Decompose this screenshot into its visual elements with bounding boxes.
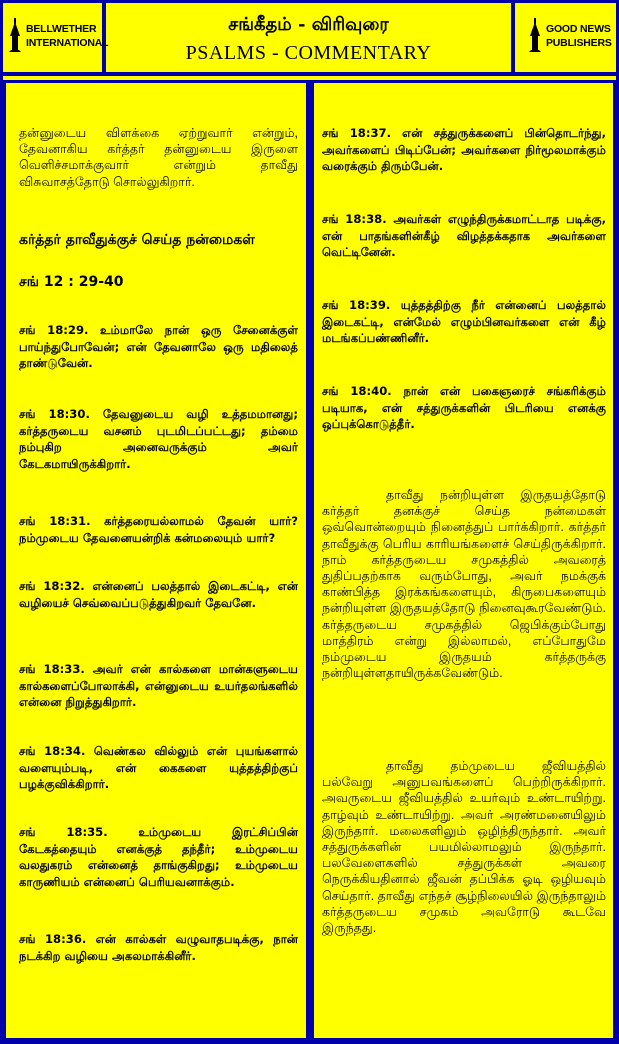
left-intro-paragraph: தன்னுடைய விளக்கை ஏற்றுவார் என்றும், தேவனாகிய கர்த்தர் தன்னுடைய இருளை வெளிச்சமாக்குவார் என்றும் தாவீது விசுவாசத்தோடு சொல்லுகிறார். [19, 126, 298, 189]
verse-right-3: சங் 18:39. யுத்தத்திற்கு நீர் என்னைப் பலத்தால் இடைகட்டி, என்மேல் எழும்பினவர்களை என் கீழ் மடங்கப்பண்ணினீர். [322, 298, 606, 345]
good-news-logo [527, 16, 612, 56]
logo-left-line2: INTERNATIONAL [26, 37, 109, 49]
logo-right-line1: GOOD NEWS [546, 23, 611, 35]
good-news-emblem-icon [527, 16, 543, 56]
title-cell [106, 0, 511, 72]
logo-right-cell [511, 0, 619, 72]
bellwether-emblem-icon [7, 16, 23, 56]
commentary-paragraph-1: தாவீது நன்றியுள்ள இருதயத்தோடு கர்த்தர் தனக்குச் செய்த நன்மைகள் ஒவ்வொன்றையும் நினைத்துப் பார்க்கிறார். கர்த்தர் தாவீதுக்கு பெரிய காரியங்களைச் செய்திருக்கிறார். நாம் கர்த்தருடைய சமுகத்தில் அவரைத் துதிப்பதற்காக வரும்போது, அவர் நமக்குக் காண்பித்த இரக்கங்களையும், கிருபைகளையும் நன்றியுள்ள இருதயத்தோடு நினைவுகூரவேண்டும். கர்த்தருடைய சமுகத்தில் ஜெபிக்கும்போது மாத்திரம் என்று இல்லாமல், எப்போதுமே நம்முடைய இருதயம் கர்த்தருக்கு நன்றியுள்ளதாயிருக்கவேண்டும். [322, 488, 606, 681]
bellwether-logo [7, 16, 108, 56]
verse-left-4: சங் 18:32. என்னைப் பலத்தால் இடைகட்டி, என் வழியைச் செவ்வைப்படுத்துகிறவர் தேவனே. [19, 579, 298, 610]
left-column [3, 80, 309, 1041]
logo-left-cell [0, 0, 109, 72]
verse-left-8: சங் 18:36. என் கால்கள் வழுவாதபடிக்கு, நான் நடக்கிற வழியை அகலமாக்கினீர். [19, 932, 298, 963]
section-reference: சங் 12 : 29-40 [19, 274, 124, 290]
verse-left-2: சங் 18:30. தேவனுடைய வழி உத்தமமானது; கர்த்தருடைய வசனம் புடமிடப்பட்டது; தம்மை நம்புகிற அனைவருக்கும் அவர் கேடகமாயிருக்கிறார். [19, 407, 298, 471]
verse-left-7: சங் 18:35. உம்முடைய இரட்சிப்பின் கேடகத்தையும் எனக்குத் தந்தீர்; உம்முடைய வலதுகரம் என்னைத் தாங்குகிறது; உம்முடைய காருணியம் என்னைப் பெரியவனாக்கும். [19, 825, 298, 889]
section-heading: கர்த்தர் தாவீதுக்குச் செய்த நன்மைகள் [19, 232, 255, 248]
verse-left-5: சங் 18:33. அவர் என் கால்களை மான்களுடைய கால்களைப்போலாக்கி, என்னுடைய உயர்தலங்களில் என்னை நிறுத்துகிறார். [19, 662, 298, 709]
verse-left-3: சங் 18:31. கர்த்தரையல்லாமல் தேவன் யார்? நம்முடைய தேவனையன்றிக் கன்மலையும் யார்? [19, 514, 298, 545]
logo-right-line2: PUBLISHERS [546, 37, 612, 49]
title-tamil: சங்கீதம் - விரிவுரை [228, 14, 389, 35]
verse-right-4: சங் 18:40. நான் என் பகைஞரைச் சங்கரிக்கும் படியாக, என் சத்துருக்களின் பிடரியை எனக்கு ஒப்புக்கொடுத்தீர். [322, 384, 606, 431]
commentary-paragraph-2: தாவீது தம்முடைய ஜீவியத்தில் பல்வேறு அனுபவங்களைப் பெற்றிருக்கிறார். அவருடைய ஜீவியத்தில் உயர்வும் உண்டாயிற்று. தாழ்வும் உண்டாயிற்று. அவர் அரண்மனையிலும் இருந்தார். மலைகளிலும் ஒழிந்திருந்தார். அவர் சத்துருக்களின் பயமில்லாமலும் இருந்தார். பலவேளைகளில் சத்துருக்கள் அவரை நெருக்கியதினால் ஜீவன் தப்பிக்க ஓடி ஒழியவும் செய்தார். தாவீது எந்தச் சூழ்நிலையில் இருந்தாலும் கர்த்தருடைய சமுகம் அவரோடு கூடவே இருந்தது. [322, 759, 606, 936]
verse-left-1: சங் 18:29. உம்மாலே நான் ஒரு சேனைக்குள் பாய்ந்துபோவேன்; என் தேவனாலே ஒரு மதிலைத் தாண்டுவேன். [19, 323, 298, 370]
logo-left-line1: BELLWETHER [26, 23, 97, 35]
verse-right-1: சங் 18:37. என் சத்துருக்களைப் பின்தொடர்ந்து, அவர்களைப் பிடிப்பேன்; அவர்களை நிர்மூலமாக்கும் வரைக்கும் திரும்பேன். [322, 126, 606, 173]
verse-left-6: சங் 18:34. வெண்கல வில்லும் என் புயங்களால் வளையும்படி, என் கைகளை யுத்தத்திற்குப் பழக்குவிக்கிறார். [19, 744, 298, 791]
verse-right-2: சங் 18:38. அவர்கள் எழுந்திருக்கமாட்டாத படிக்கு, என் பாதங்களின்கீழ் விழத்தக்கதாக அவர்களை வெட்டினேன். [322, 212, 606, 259]
header [0, 0, 619, 76]
title-english: PSALMS - COMMENTARY [185, 42, 432, 64]
column-divider [308, 80, 312, 1041]
